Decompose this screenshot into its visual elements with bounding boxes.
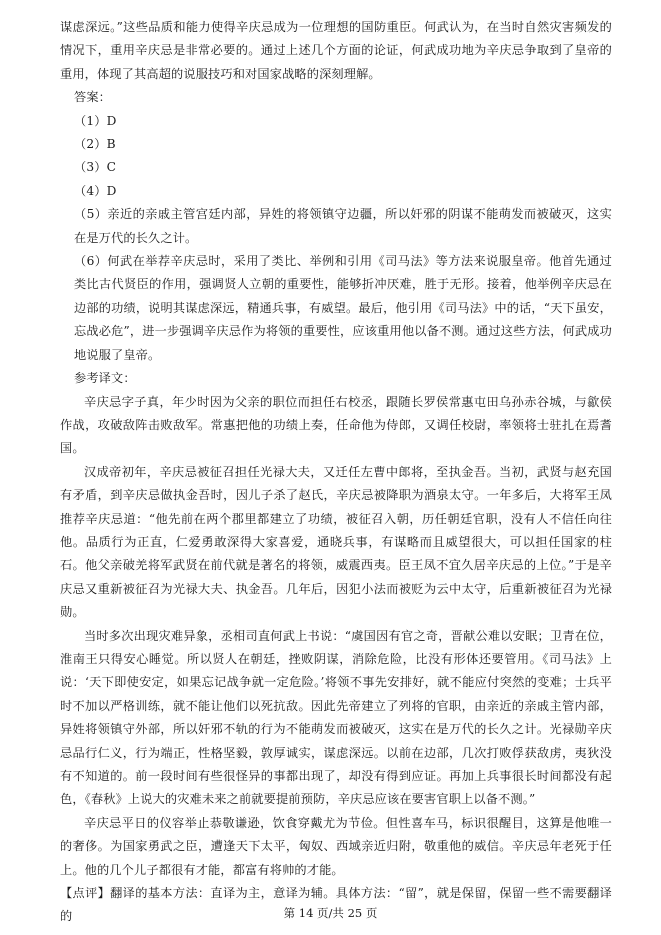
translation-paragraph-3: 当时多次出现灾难异象，丞相司直何武上书说：“虞国因有官之奇，晋献公难以安眠；卫青在位，淮南王只得安心睡觉。所以贤人在朝廷，挫败阴谋，消除危险，比没有形体还要管用。《司马法》上说：‘天下即使安定，如果忘记战争就一定危险。’将领不事先安排好，就不能应付突然的变难；士兵平时不加以严格训练，就不能让他们以死抗敌。因此先帝建立了列将的官职，由亲近的亲戚主管内部，异姓将领镇守外部，所以奸邪不轨的行为不能萌发而被破灭，这实在是万代的长久之计。光禄勋辛庆忌品行仁义，行为端正，性格坚毅，敦厚诚实，谋虑深远。以前在边部，几次打败俘获敌虏，夷狄没有不知道的。前一段时间有些很怪异的事都出现了，却没有得到应证。再加上兵事很长时间都没有起色，《春秋》上说大的灾难未来之前就要提前预防，辛庆忌应该在要害官职上以备不测。” (60, 628, 612, 807)
translation-heading: 参考译文： (74, 371, 136, 386)
translation-paragraph-1: 辛庆忌字子真，年少时因为父亲的职位而担任右校丞，跟随长罗侯常惠屯田乌孙赤谷城，与歙侯作战，攻破敌阵击败敌军。常惠把他的功绩上奏，任命他为侍郎，又调任校尉，率领将士驻扎在焉耆国。 (60, 394, 612, 456)
translation-paragraph-2: 汉成帝初年，辛庆忌被征召担任光禄大夫，又迁任左曹中郎将，至执金吾。当初，武贤与赵充国有矛盾，到辛庆忌做执金吾时，因儿子杀了赵氏，辛庆忌被降职为酒泉太守。一年多后，大将军王凤推荐辛庆忌道：“他先前在两个郡里都建立了功绩，被征召入朝，历任朝廷官职，没有人不信任向往他。品质行为正直，仁爱勇敢深得大家喜爱，通晓兵事，有谋略而且威望很大，可以担任国家的柱石。他父亲破羌将军武贤在前代就是著名的将领，威震西夷。臣王凤不宜久居辛庆忌的上位。”于是辛庆忌又重新被征召为光禄大夫、执金吾。几年后，因犯小法而被贬为云中太守，后重新被征召为光禄勋。 (60, 464, 612, 620)
paragraph-analysis-end: 谋虑深远。”这些品质和能力使得辛庆忌成为一位理想的国防重臣。何武认为，在当时自然灾害频发的情况下，重用辛庆忌是非常必要的。通过上述几个方面的论证，何武成功地为辛庆忌争取到了皇帝的重用，体现了其高超的说服技巧和对国家战略的深刻理解。 (60, 20, 612, 81)
commentary-paragraph: 【点评】翻译的基本方法：直译为主，意译为辅。具体方法：“留”，就是保留，保留一些不需要翻译的 (60, 886, 612, 924)
answer-4: （4）D (74, 183, 117, 198)
document-body (60, 16, 612, 929)
answer-2: （2）B (74, 137, 116, 152)
translation-paragraph-4: 辛庆忌平日的仪容举止恭敬谦逊，饮食穿戴尤为节俭。但性喜车马，标识很醒目，这算是他唯一的奢侈。为国家勇武之臣，遭逢天下太平，匈奴、西域亲近归附，敬重他的威信。辛庆忌年老死于任上。他的几个儿子都很有才能，都富有将帅的才能。 (60, 815, 612, 877)
answer-6: （6）何武在举荐辛庆忌时，采用了类比、举例和引用《司马法》等方法来说服皇帝。他首先通过类比古代贤臣的作用，强调贤人立朝的重要性，能够折冲厌难，胜于无形。接着，他举例辛庆忌在边部的功绩，说明其谋虑深远，精通兵事，有威望。最后，他引用《司马法》中的话，“天下虽安，忘战必危”，进一步强调辛庆忌作为将领的重要性，应该重用他以备不测。通过这些方法，何武成功地说服了皇帝。 (74, 254, 613, 362)
answer-5: （5）亲近的亲戚主管宫廷内部，异姓的将领镇守边疆，所以奸邪的阴谋不能萌发而被破灭，这实在是万代的长久之计。 (74, 207, 613, 245)
answer-1: （1）D (74, 113, 117, 128)
page-number-footer: 第 14 页/共 25 页 (283, 906, 378, 920)
answer-3: （3）C (74, 160, 117, 175)
answer-heading: 答案： (74, 90, 112, 105)
